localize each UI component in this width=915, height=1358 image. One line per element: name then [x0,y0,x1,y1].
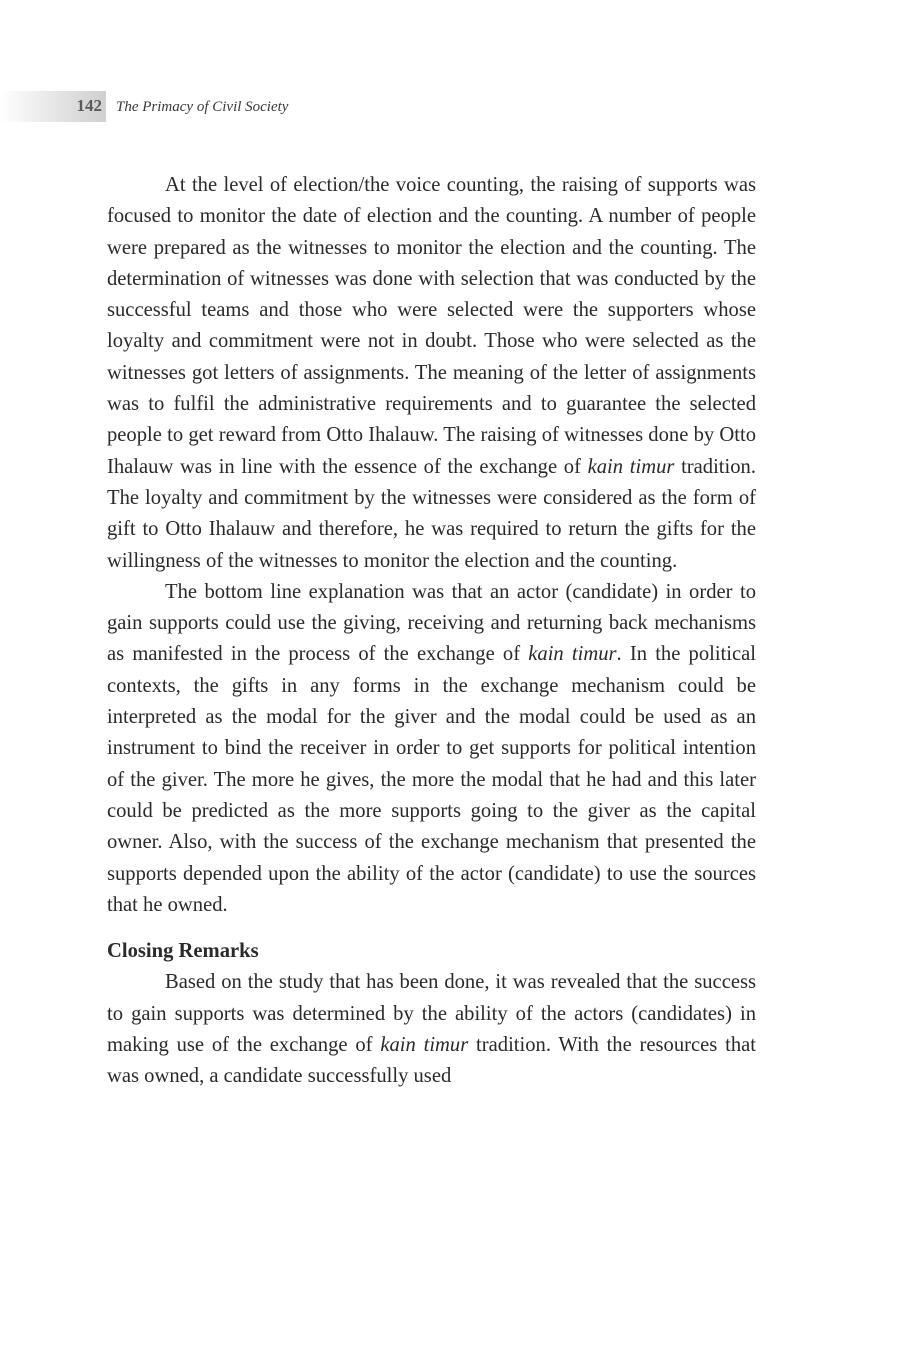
paragraph-text: At the level of election/the voice counting, the raising of supports was focused to monitor the date of election and the counting. A number of people were prepared as the witnesses to monitor the election and the counting. The determination of witnesses was done with selection that was conducted by the successful teams and those who were selected were the supporters whose loyalty and commitment were not in doubt. Those who were selected as the witnesses got letters of assignments. The meaning of the letter of assignments was to fulfil the administrative requirements and to guarantee the selected people to get reward from Otto Ihalauw. The raising of witnesses done by Otto Ihalauw was in line with the essence of the exchange of [107,174,756,478]
paragraph-text: The bottom line explanation was that an actor (candidate) in order to gain supports could use the giving, receiving and returning back mechanisms as manifested in the process of the exchange of [107,580,756,666]
paragraph-text: . In the political contexts, the gifts in any forms in the exchange mechanism could be interpreted as the modal for the giver and the modal could be used as an instrument to bind the receiver in order to get supports for political intention of the giver. The more he gives, the more the modal that he had and this later could be predicted as the more supports going to the giver as the capital owner. Also, with the success of the exchange mechanism that presented the supports depended upon the ability of the actor (candidate) to use the sources that he owned. [107,643,757,916]
running-title: The Primacy of Civil Society [116,99,289,115]
body-text [107,170,756,1093]
paragraph [107,967,756,1092]
paragraph-text: Based on the study that has been done, it was revealed that the success to gain supports was determined by the ability of the actors (candidates) in making use of the exchange of [107,971,756,1057]
paragraph [107,170,756,577]
section-heading: Closing Remarks [107,940,259,963]
running-header [0,91,915,122]
paragraph-text: tradition. With the resources that was owned, a candidate successfully used [107,1034,757,1088]
paragraph [107,577,756,921]
paragraph-text: tradition. The loyalty and commitment by the witnesses were considered as the form of gift to Otto Ihalauw and therefore, he was required to return the gifts for the willingness of the witnesses to monitor the election and the counting. [107,455,756,572]
italic-term: kain timur [587,455,675,478]
italic-term: kain timur [380,1034,469,1057]
page-number: 142 [76,96,102,115]
italic-term: kain timur [528,643,617,666]
